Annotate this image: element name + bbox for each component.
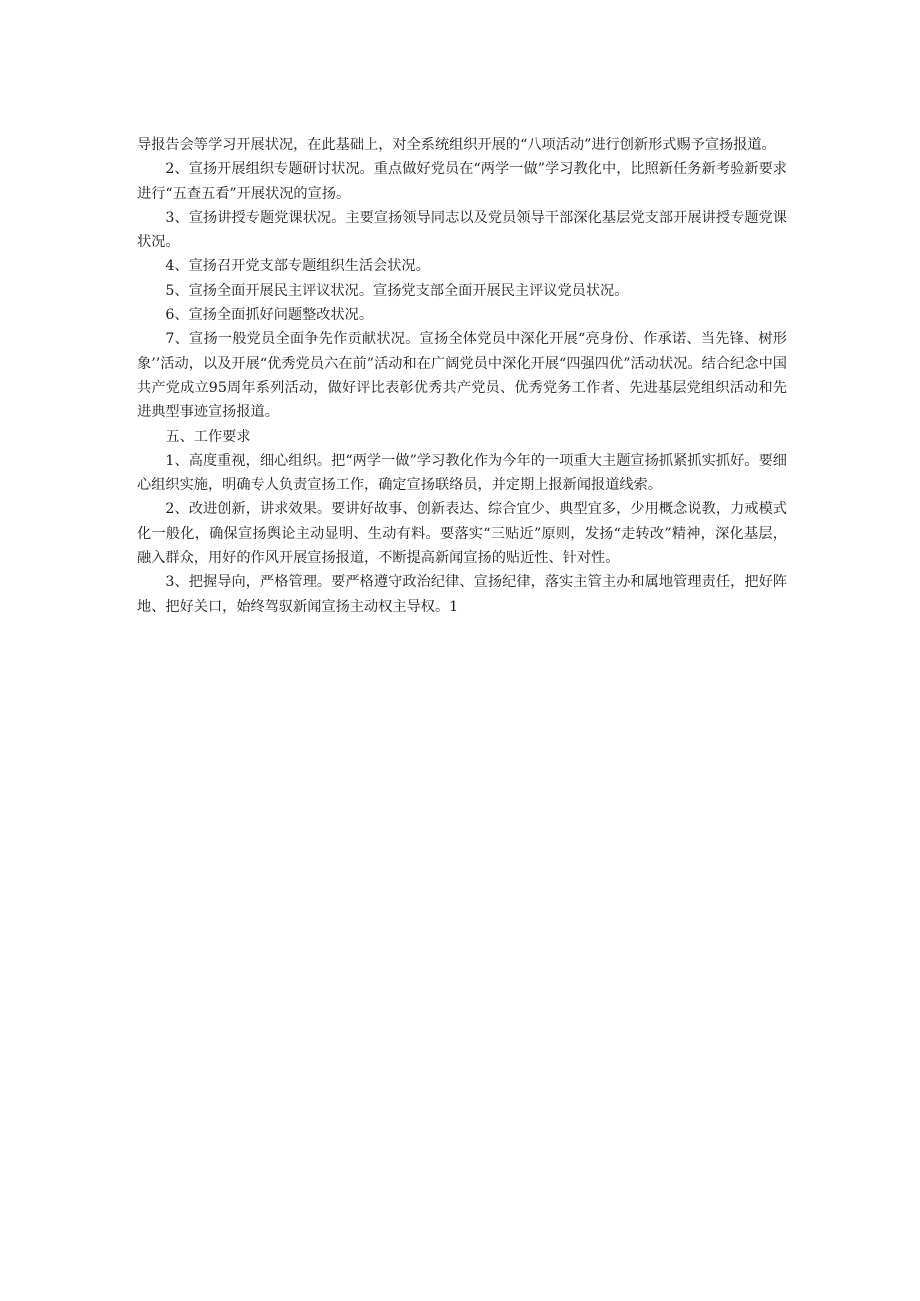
paragraph-item-5: 5、宣扬全面开展民主评议状况。宣扬党支部全面开展民主评议党员状况。 [165,282,629,299]
paragraph-item-2: 2、宣扬开展组织专题研讨状况。重点做好党员在“两学一做”学习教化中，比照新任务新考验新要求进行“五查五看”开展状况的宣扬。 [137,161,787,202]
paragraph-requirement-1: 1、高度重视，细心组织。把“两学一做”学习教化作为今年的一项重大主题宣扬抓紧抓实抓好。要细心组织实施，明确专人负责宣扬工作，确定宣扬联络员，并定期上报新闻报道线索。 [137,452,787,494]
paragraph-item-6: 6、宣扬全面抓好问题整改状况。 [165,307,374,324]
paragraph-item-3: 3、宣扬讲授专题党课状况。主要宣扬领导同志以及党员领导干部深化基层党支部开展讲授专题党课状况。 [137,209,787,251]
paragraph-requirement-3: 3、把握导向，严格管理。要严格遵守政治纪律、宣扬纪律，落实主管主办和属地管理责任，把好阵地、把好关口，始终驾驭新闻宣扬主动权主导权。1 [137,574,787,615]
paragraph-continuation: 导报告会等学习开展状况，在此基础上，对全系统组织开展的“八项活动”进行创新形式赐予宣扬报道。 [137,137,776,153]
section-heading-work-requirements: 五、工作要求 [165,428,251,445]
document-body [137,133,787,619]
paragraph-item-7: 7、宣扬一般党员全面争先作贡献状况。宣扬全体党员中深化开展“亮身份、作承诺、当先锋、树形象’’活动，以及开展“优秀党员六在前”活动和在广阔党员中深化开展“四强四优”活动状况。结合纪念中国共产党成立95周年系列活动，做好评比表彰优秀共产党员、优秀党务工作者、先进基层党组织活动和先进典型事迹宣扬报道。 [137,331,787,421]
paragraph-requirement-2: 2、改进创新，讲求效果。要讲好故事、创新表达、综合宜少、典型宜多，少用概念说教，力戒模式化一般化，确保宣扬舆论主动显明、生动有料。要落实“三贴近”原则，发扬“走转改”精神，深化基层，融入群众，用好的作风开展宣扬报道，不断提高新闻宣扬的贴近性、针对性。 [137,501,787,567]
paragraph-item-4: 4、宣扬召开党支部专题组织生活会状况。 [165,258,430,275]
